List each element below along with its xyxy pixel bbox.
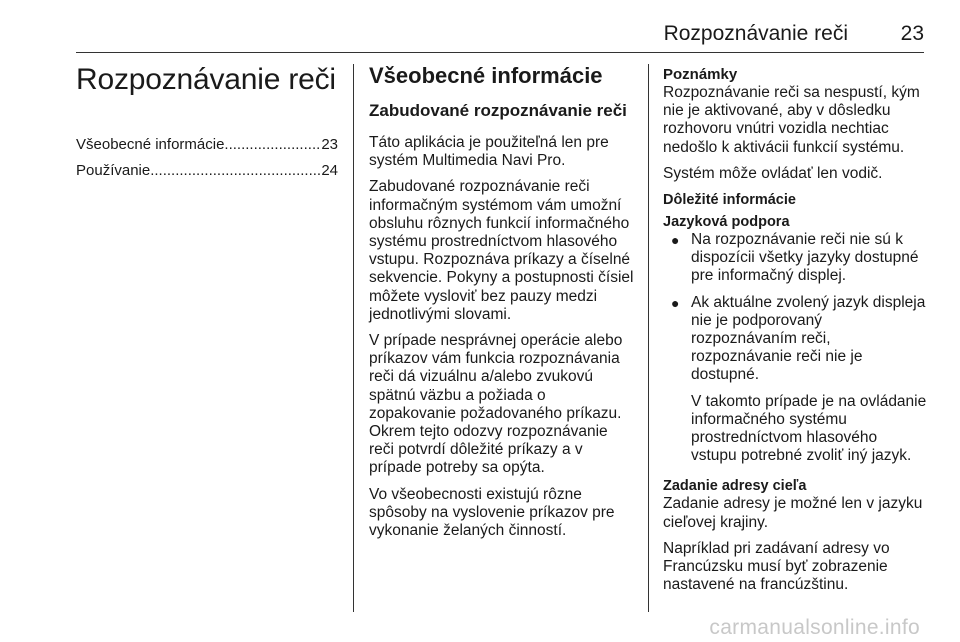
section-paragraph: Táto aplikácia je použiteľná len pre systém Multimedia Navi Pro. bbox=[369, 134, 609, 170]
toc-leader-dots bbox=[150, 158, 321, 184]
chapter-column bbox=[76, 62, 338, 184]
toc-entry-page: 23 bbox=[321, 136, 338, 153]
language-support-heading: Jazyková podpora bbox=[663, 214, 790, 231]
list-item-continuation: V takomto prípade je na ovládanie informačného systému prostredníctvom hlasového vstupu potrebné zvoliť iný jazyk. bbox=[691, 392, 927, 465]
toc-entry-label: Používanie bbox=[76, 162, 151, 179]
toc-entry-label: Všeobecné informácie bbox=[76, 136, 225, 153]
toc-entry-page: 24 bbox=[321, 162, 338, 179]
chapter-title: Rozpoznávanie reči bbox=[76, 63, 336, 96]
list-item bbox=[663, 294, 927, 466]
section-paragraph: Vo všeobecnosti existujú rôzne spôsoby na vyslovenie príkazov pre vykonanie želaných činností. bbox=[369, 485, 615, 540]
notes-column bbox=[663, 66, 927, 602]
note-body: Rozpoznávanie reči sa nespustí, kým nie je aktivované, aby v dôsledku rozhovoru vnútri vozidla nechtiac nedošlo k aktivácii funkcií systému. bbox=[663, 84, 920, 156]
toc-entry-general-info[interactable] bbox=[76, 132, 338, 158]
note-heading: Poznámky bbox=[663, 66, 738, 83]
destination-paragraph: Napríklad pri zadávaní adresy vo Francúzsku musí byť zobrazenie nastavené na francúzštinu. bbox=[663, 539, 890, 594]
destination-paragraph: Zadanie adresy je možné len v jazyku cieľovej krajiny. bbox=[663, 495, 923, 531]
note-extra: Systém môže ovládať len vodič. bbox=[663, 164, 883, 182]
header-divider bbox=[76, 52, 924, 53]
bullet-icon: ● bbox=[671, 232, 680, 249]
list-item bbox=[663, 231, 927, 286]
list-item-text: Ak aktuálne zvolený jazyk displeja nie je podporovaný rozpoznávaním reči, rozpoznávanie reči nie je dostupné. bbox=[691, 293, 926, 384]
important-heading: Dôležité informácie bbox=[663, 192, 796, 209]
bullet-icon: ● bbox=[671, 294, 680, 311]
section-title: Všeobecné informácie bbox=[369, 63, 603, 88]
section-paragraph: Zabudované rozpoznávanie reči informačným systémom vám umožní obsluhu rôznych funkcií informačného systému prostredníctvom hlasového vstupu. Rozpoznáva príkazy a číselné sekvencie. Pokyny a postupnosti čísiel môžete vysloviť bez pauzy medzi jednotlivými slovami. bbox=[369, 178, 634, 323]
language-support-list bbox=[663, 231, 927, 465]
watermark: carmanualsonline.info bbox=[709, 616, 920, 639]
column-divider-2 bbox=[648, 64, 649, 612]
toc-entry-usage[interactable] bbox=[76, 158, 338, 184]
page-number: 23 bbox=[900, 22, 924, 45]
list-item-text: Na rozpoznávanie reči nie sú k dispozícii všetky jazyky dostupné pre informačný displej. bbox=[691, 231, 919, 285]
column-divider-1 bbox=[353, 64, 354, 612]
general-info-column bbox=[369, 62, 635, 548]
toc-leader-dots bbox=[224, 132, 321, 158]
running-header-title: Rozpoznávanie reči bbox=[663, 22, 848, 45]
section-paragraph: V prípade nesprávnej operácie alebo príkazov vám funkcia rozpoznávania reči dá vizuálnu a/alebo zvukovú spätnú väzbu a požiada o zopakovanie požadovaného príkazu. Okrem tejto odozvy rozpoznávanie reči potvrdí dôležité príkazy a v prípade potreby sa opýta. bbox=[369, 332, 623, 477]
destination-heading: Zadanie adresy cieľa bbox=[663, 478, 807, 495]
section-subtitle: Zabudované rozpoznávanie reči bbox=[369, 101, 627, 120]
